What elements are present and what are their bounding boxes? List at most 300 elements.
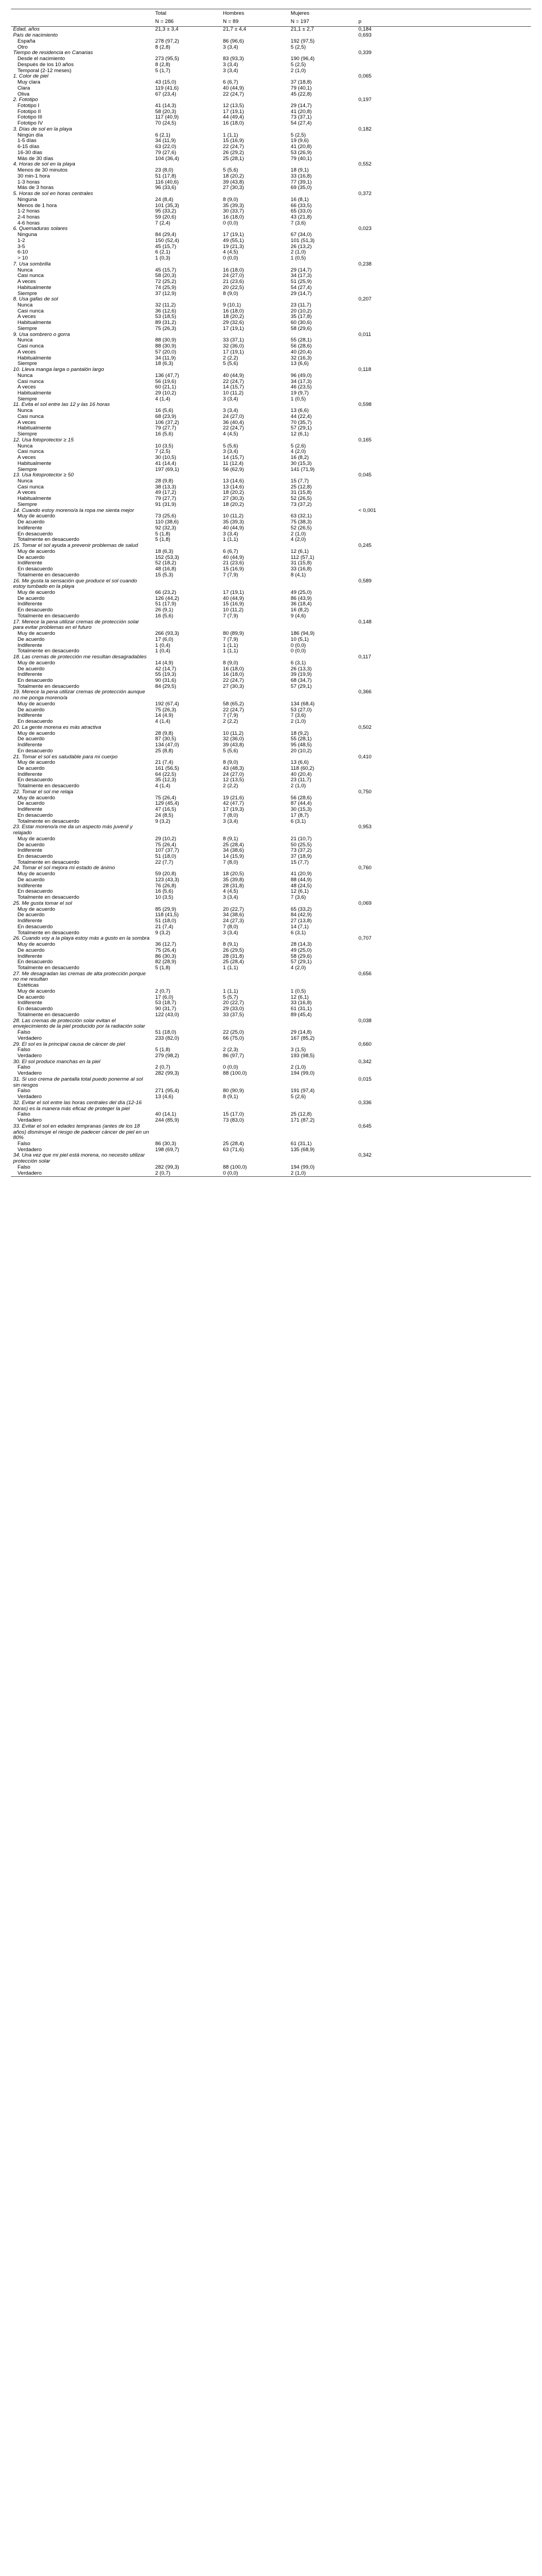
row-label: Después de los 10 años — [17, 61, 74, 68]
row-label: De acuerdo — [17, 765, 45, 771]
cell-p-value: 0,207 — [358, 296, 372, 303]
cell-total: 70 (24,5) — [155, 120, 176, 127]
cell-mujeres: 30 (15,3) — [291, 806, 312, 813]
table-row — [11, 848, 531, 854]
table-row — [11, 309, 531, 315]
cell-mujeres — [288, 1153, 356, 1164]
cell-p-value — [356, 819, 531, 825]
cell-mujeres: 23 (11,7) — [291, 302, 311, 308]
row-label: Habitualmente — [17, 460, 51, 467]
cell-mujeres: 53 (26,9) — [291, 149, 312, 156]
cell-p-value — [356, 719, 531, 725]
cell-hombres: 22 (24,7) — [223, 144, 244, 150]
row-label: Totalmente en desacuerdo — [17, 964, 80, 971]
cell-mujeres: 2 (1,0) — [291, 1064, 306, 1071]
header-hombres: Hombres — [221, 9, 288, 18]
cell-total: 18 (6,3) — [155, 548, 174, 555]
cell-hombres: 35 (39,3) — [223, 519, 244, 526]
table-row — [11, 338, 531, 344]
cell-total: 117 (40,9) — [155, 114, 179, 121]
table-row — [11, 103, 531, 109]
table-row — [11, 1036, 531, 1042]
cell-mujeres: 15 (7,7) — [291, 859, 309, 865]
cell-hombres: 39 (43,8) — [223, 179, 244, 185]
cell-mujeres: 118 (60,2) — [291, 765, 315, 771]
cell-mujeres: 10 (5,1) — [291, 636, 309, 642]
cell-hombres: 58 (65,2) — [223, 700, 244, 707]
cell-mujeres: 7 (3,6) — [291, 712, 306, 719]
row-label: Verdadero — [17, 1070, 42, 1077]
cell-total: 48 (16,8) — [155, 566, 176, 573]
cell-total: 53 (18,7) — [155, 1000, 176, 1006]
table-section-row — [11, 297, 531, 303]
cell-mujeres: 112 (57,1) — [291, 554, 315, 561]
cell-p-value — [356, 291, 531, 297]
cell-hombres: 8 (9,0) — [223, 759, 238, 766]
cell-total: 16 (5,6) — [155, 612, 174, 619]
cell-p-value — [356, 813, 531, 819]
cell-hombres — [221, 725, 288, 731]
cell-mujeres — [288, 438, 356, 444]
cell-p-value — [356, 667, 531, 673]
table-row — [11, 637, 531, 643]
cell-p-value — [356, 930, 531, 936]
cell-hombres: 12 (13,5) — [223, 103, 244, 109]
row-label: > 10 — [17, 255, 28, 262]
cell-mujeres: 5 (2,5) — [291, 44, 306, 50]
cell-mujeres: 192 (97,5) — [291, 38, 315, 44]
table-row — [11, 1171, 531, 1177]
cell-mujeres: 69 (35,0) — [291, 185, 312, 191]
cell-hombres: 40 (44,9) — [223, 372, 244, 379]
cell-p-value: 0,372 — [358, 191, 372, 197]
cell-total: 37 (12,9) — [155, 290, 176, 297]
cell-p-value — [356, 62, 531, 68]
cell-total: 38 (13,3) — [155, 484, 176, 490]
cell-total: 24 (8,5) — [155, 812, 174, 818]
cell-mujeres: 16 (8,1) — [291, 196, 309, 203]
cell-hombres: 18 (20,2) — [223, 173, 244, 179]
cell-mujeres: 1 (0,5) — [291, 988, 306, 994]
row-label: 11. Evita el sol entre las 12 y las 16 horas — [13, 402, 110, 408]
row-label: 31. Si uso crema de pantalla total puedo ponerme al sol sin riesgos — [13, 1076, 143, 1088]
cell-hombres: 12 (13,5) — [223, 777, 244, 783]
cell-p-value — [356, 256, 531, 262]
cell-hombres — [221, 689, 288, 701]
row-label: En desacuerdo — [17, 777, 53, 783]
table-row — [11, 678, 531, 684]
cell-hombres: 1 (1,1) — [223, 642, 238, 649]
row-label: Nunca — [17, 302, 33, 308]
row-label: 13. Usa fotoprotector ≥ 50 — [13, 472, 74, 479]
cell-total: 1 (0,4) — [155, 648, 170, 655]
table-row — [11, 807, 531, 813]
cell-p-value: 0,660 — [358, 1041, 372, 1047]
cell-hombres: 27 (30,3) — [223, 683, 244, 689]
cell-total — [153, 262, 221, 268]
cell-hombres: 1 (1,1) — [223, 988, 238, 994]
table-row — [11, 285, 531, 291]
cell-p-value — [356, 391, 531, 397]
cell-hombres — [221, 1018, 288, 1030]
cell-hombres: 22 (25,0) — [223, 1029, 244, 1036]
cell-total: 55 (19,3) — [155, 671, 176, 678]
cell-mujeres: 29 (14,7) — [291, 267, 312, 273]
cell-hombres: 1 (1,1) — [223, 648, 238, 655]
table-row — [11, 268, 531, 274]
cell-total — [153, 579, 221, 590]
row-label: Temporal (2-12 meses) — [17, 67, 72, 74]
cell-hombres: 1 (1,1) — [223, 537, 238, 543]
row-label: Casi nunca — [17, 343, 44, 350]
cell-p-value — [356, 461, 531, 467]
row-label: En desacuerdo — [17, 677, 53, 683]
cell-mujeres: 186 (94,9) — [291, 630, 315, 637]
cell-hombres: 10 (11,2) — [223, 607, 244, 614]
cell-total: 96 (33,6) — [155, 185, 176, 191]
cell-mujeres: 6 (3,1) — [291, 929, 306, 936]
cell-total: 72 (25,2) — [155, 279, 176, 285]
cell-mujeres: 134 (68,4) — [291, 700, 315, 707]
cell-hombres: 16 (18,0) — [223, 214, 244, 220]
cell-hombres: 22 (24,7) — [223, 425, 244, 432]
cell-mujeres: 88 (44,9) — [291, 876, 312, 883]
cell-total: 75 (26,4) — [155, 841, 176, 848]
cell-hombres: 40 (44,9) — [223, 595, 244, 602]
cell-hombres: 40 (44,9) — [223, 524, 244, 531]
cell-hombres — [221, 1153, 288, 1164]
table-row — [11, 279, 531, 285]
cell-p-value: 0,117 — [358, 654, 372, 661]
cell-total: 101 (35,3) — [155, 202, 179, 209]
cell-p-value: 0,011 — [358, 331, 372, 338]
cell-p-value — [356, 661, 531, 667]
cell-mujeres: 6 (3,1) — [291, 659, 306, 666]
row-label: Verdadero — [17, 1117, 42, 1124]
cell-hombres: 0 (0,0) — [223, 1064, 238, 1071]
cell-mujeres: 135 (68,9) — [291, 1146, 315, 1153]
table-section-row — [11, 1059, 531, 1065]
cell-p-value: 0,336 — [358, 1099, 372, 1106]
cell-hombres: 20 (22,7) — [223, 906, 244, 912]
cell-mujeres: 13 (6,6) — [291, 759, 309, 766]
table-row — [11, 912, 531, 918]
cell-hombres: 28 (31,8) — [223, 882, 244, 889]
cell-total: 21,3 ± 3,4 — [155, 26, 179, 33]
row-label: Falso — [17, 1164, 31, 1170]
cell-mujeres: 9 (4,6) — [291, 612, 306, 619]
cell-p-value: 0,707 — [358, 935, 372, 942]
cell-p-value — [356, 602, 531, 608]
cell-hombres: 7 (7,9) — [223, 636, 238, 642]
cell-total: 34 (11,9) — [155, 138, 176, 144]
table-row — [11, 801, 531, 807]
cell-mujeres: 63 (32,1) — [291, 513, 312, 520]
cell-total: 60 (21,1) — [155, 384, 176, 391]
cell-p-value: 0,760 — [358, 865, 372, 871]
cell-p-value: 0,197 — [358, 97, 372, 103]
cell-hombres: 24 (27,3) — [223, 918, 244, 924]
table-row — [11, 273, 531, 279]
cell-p-value — [356, 1141, 531, 1147]
row-label: Indiferente — [17, 847, 43, 854]
cell-mujeres: 26 (13,2) — [291, 243, 312, 250]
header-n-hombres: N = 89 — [221, 18, 288, 27]
cell-p-value — [356, 590, 531, 596]
row-label: De acuerdo — [17, 994, 45, 1000]
cell-p-value — [356, 918, 531, 924]
cell-total: 5 (1,8) — [155, 1047, 170, 1053]
cell-mujeres — [288, 1100, 356, 1112]
row-label: Ninguna — [17, 232, 37, 238]
row-label: Indiferente — [17, 953, 43, 959]
cell-p-value — [356, 420, 531, 426]
table-row — [11, 590, 531, 596]
cell-total: 86 (30,3) — [155, 1141, 176, 1147]
table-row — [11, 672, 531, 678]
table-section-row — [11, 226, 531, 232]
cell-hombres: 0 (0,0) — [223, 255, 238, 262]
cell-p-value — [356, 133, 531, 139]
cell-total: 49 (17,2) — [155, 490, 176, 496]
cell-total: 104 (36,4) — [155, 155, 179, 162]
cell-total: 90 (31,7) — [155, 1006, 176, 1012]
cell-p-value — [356, 959, 531, 965]
row-label: Totalmente en desacuerdo — [17, 648, 80, 655]
cell-p-value — [356, 526, 531, 532]
cell-total: 16 (5,6) — [155, 431, 174, 438]
cell-p-value — [356, 1112, 531, 1118]
cell-hombres: 8 (9,1) — [223, 941, 238, 948]
row-label: 6-15 días — [17, 144, 40, 150]
cell-total: 68 (23,9) — [155, 413, 176, 420]
cell-mujeres: 190 (96,4) — [291, 56, 315, 62]
cell-p-value — [356, 138, 531, 144]
row-label: Falso — [17, 1111, 31, 1118]
cell-hombres: 8 (9,0) — [223, 196, 238, 203]
cell-p-value — [356, 1053, 531, 1059]
cell-hombres — [221, 262, 288, 268]
cell-mujeres: 40 (20,4) — [291, 771, 312, 777]
table-row — [11, 596, 531, 602]
cell-mujeres: 5 (2,6) — [291, 1094, 306, 1100]
cell-p-value — [356, 836, 531, 842]
row-label: Indiferente — [17, 560, 43, 567]
cell-total: 59 (20,8) — [155, 871, 176, 877]
row-label: A veces — [17, 349, 36, 355]
row-label: Habitualmente — [17, 390, 51, 396]
cell-mujeres: 21 (10,7) — [291, 835, 312, 842]
row-label: Casi nunca — [17, 308, 44, 314]
cell-p-value — [356, 924, 531, 930]
cell-total: 282 (99,3) — [155, 1070, 179, 1077]
table-section-row — [11, 50, 531, 56]
cell-total: 75 (26,4) — [155, 947, 176, 953]
table-section-row — [11, 367, 531, 373]
row-label: Siempre — [17, 431, 37, 438]
table-row — [11, 39, 531, 45]
cell-p-value — [356, 948, 531, 954]
table-section-row — [11, 579, 531, 590]
cell-p-value — [356, 45, 531, 51]
cell-p-value — [356, 496, 531, 502]
cell-hombres: 14 (15,7) — [223, 455, 244, 461]
row-label: Falso — [17, 1141, 31, 1147]
cell-mujeres: 44 (22,4) — [291, 413, 312, 420]
cell-p-value — [356, 121, 531, 127]
table-section-row — [11, 824, 531, 836]
row-label: Más de 3 horas — [17, 185, 54, 191]
cell-p-value — [356, 883, 531, 889]
cell-p-value: 0,342 — [358, 1058, 372, 1065]
cell-total: 282 (99,3) — [155, 1164, 179, 1170]
cell-total: 43 (15,0) — [155, 79, 176, 86]
cell-hombres: 56 (62,9) — [223, 466, 244, 473]
row-label: En desacuerdo — [17, 718, 53, 725]
cell-p-value: 0,182 — [358, 126, 372, 132]
cell-mujeres: 31 (15,8) — [291, 490, 312, 496]
cell-mujeres: 26 (13,3) — [291, 665, 312, 672]
cell-p-value — [356, 1088, 531, 1094]
table-row — [11, 461, 531, 467]
cell-hombres: 16 (18,0) — [223, 267, 244, 273]
cell-total: 85 (29,9) — [155, 906, 176, 912]
table-row — [11, 948, 531, 954]
cell-mujeres: 46 (23,5) — [291, 384, 312, 391]
cell-mujeres: 5 (2,5) — [291, 132, 306, 138]
table-section-row — [11, 1042, 531, 1048]
cell-hombres: 7 (7,9) — [223, 571, 238, 578]
table-section-row — [11, 191, 531, 197]
table-row — [11, 871, 531, 877]
table-section-row — [11, 97, 531, 103]
cell-mujeres: 16 (8,2) — [291, 455, 309, 461]
cell-hombres: 15 (16,9) — [223, 566, 244, 573]
cell-hombres: 29 (33,0) — [223, 1006, 244, 1012]
row-label: De acuerdo — [17, 595, 45, 602]
row-label: En desacuerdo — [17, 607, 53, 614]
cell-p-value — [356, 203, 531, 209]
cell-total: 273 (95,5) — [155, 56, 179, 62]
cell-mujeres: 2 (1,0) — [291, 249, 306, 256]
cell-p-value — [356, 361, 531, 367]
row-label: Ninguna — [17, 196, 37, 203]
cell-hombres: 3 (3,4) — [223, 61, 238, 68]
cell-p-value: 0,023 — [358, 226, 372, 232]
table-row — [11, 661, 531, 667]
cell-hombres: 44 (49,4) — [223, 114, 244, 121]
cell-mujeres: 41 (20,8) — [291, 108, 312, 115]
cell-total — [153, 1077, 221, 1088]
cell-p-value — [356, 397, 531, 403]
cell-hombres: 7 (8,0) — [223, 812, 238, 818]
table-row — [11, 80, 531, 86]
cell-total: 76 (26,8) — [155, 882, 176, 889]
row-label: Totalmente en desacuerdo — [17, 894, 80, 901]
table-header — [11, 9, 531, 27]
cell-mujeres: 5 (2,6) — [291, 443, 306, 449]
cell-total: 58 (20,3) — [155, 108, 176, 115]
row-label: Totalmente en desacuerdo — [17, 929, 80, 936]
row-label: Nunca — [17, 408, 33, 414]
table-row — [11, 708, 531, 714]
table-row — [11, 209, 531, 215]
header-mujeres: Mujeres — [288, 9, 356, 18]
row-label: 14. Cuando estoy moreno/a la ropa me sienta mejor — [13, 507, 134, 514]
row-label: Verdadero — [11, 1171, 153, 1177]
table-row — [11, 62, 531, 68]
cell-hombres: 3 (3,4) — [223, 44, 238, 50]
table-row — [11, 532, 531, 538]
cell-mujeres: 58 (29,6) — [291, 325, 312, 332]
table-row — [11, 1065, 531, 1071]
cell-hombres: 19 (21,3) — [223, 243, 244, 250]
cell-mujeres: 2 (1,0) — [291, 783, 306, 789]
cell-total: 150 (52,4) — [155, 237, 179, 244]
row-label: 30 min-1 hora — [17, 173, 50, 179]
cell-hombres: 27 (30,3) — [223, 496, 244, 502]
row-label: 12. Usa fotoprotector ≥ 15 — [13, 437, 74, 443]
cell-mujeres: 57 (29,1) — [291, 425, 312, 432]
cell-p-value — [356, 174, 531, 180]
table-row — [11, 490, 531, 496]
cell-mujeres: 6 (3,1) — [291, 818, 306, 824]
table-section-row — [11, 33, 531, 39]
cell-mujeres: 41 (20,9) — [291, 871, 312, 877]
cell-mujeres: 39 (19,9) — [291, 671, 312, 678]
cell-p-value — [356, 379, 531, 385]
cell-total — [153, 1124, 221, 1141]
row-label: Muy de acuerdo — [17, 835, 55, 842]
row-label: 1-2 horas — [17, 208, 40, 215]
cell-total: 8 (2,8) — [155, 61, 170, 68]
table-row — [11, 221, 531, 227]
cell-hombres: 14 (15,9) — [223, 853, 244, 860]
cell-hombres — [221, 620, 288, 631]
table-row — [11, 485, 531, 491]
cell-mujeres: 193 (98,5) — [291, 1052, 315, 1059]
table-row — [11, 86, 531, 92]
cell-mujeres: 2 (1,0) — [291, 67, 306, 74]
cell-total: 90 (31,6) — [155, 677, 176, 683]
cell-p-value — [356, 1012, 531, 1018]
cell-p-value — [356, 736, 531, 742]
cell-mujeres: 12 (6,1) — [291, 431, 309, 438]
cell-hombres: 10 (11,2) — [223, 390, 244, 396]
row-label: 1-3 horas — [17, 179, 40, 185]
cell-hombres: 42 (47,7) — [223, 800, 244, 807]
cell-p-value — [356, 168, 531, 174]
cell-hombres: 25 (28,1) — [223, 155, 244, 162]
cell-p-value: 0,065 — [358, 73, 372, 80]
row-label: Fototipo IV — [17, 120, 43, 127]
cell-total: 6 (2,1) — [155, 249, 170, 256]
cell-total: 110 (38,6) — [155, 519, 179, 526]
cell-mujeres: 68 (34,7) — [291, 677, 312, 683]
cell-hombres: 36 (40,4) — [223, 419, 244, 426]
row-label: 34. Una vez que mi piel está morena, no necesito utilizar protección solar — [13, 1152, 145, 1165]
cell-hombres: 8 (9,1) — [223, 1094, 238, 1100]
cell-p-value — [356, 449, 531, 455]
row-label: Casi nunca — [17, 484, 44, 490]
cell-mujeres: 19 (9,6) — [291, 138, 309, 144]
cell-p-value — [356, 268, 531, 274]
cell-p-value — [356, 1000, 531, 1006]
cell-mujeres: 34 (17,3) — [291, 378, 312, 385]
table-section-row — [11, 725, 531, 731]
cell-hombres: 35 (39,8) — [223, 876, 244, 883]
cell-total: 35 (12,3) — [155, 777, 176, 783]
